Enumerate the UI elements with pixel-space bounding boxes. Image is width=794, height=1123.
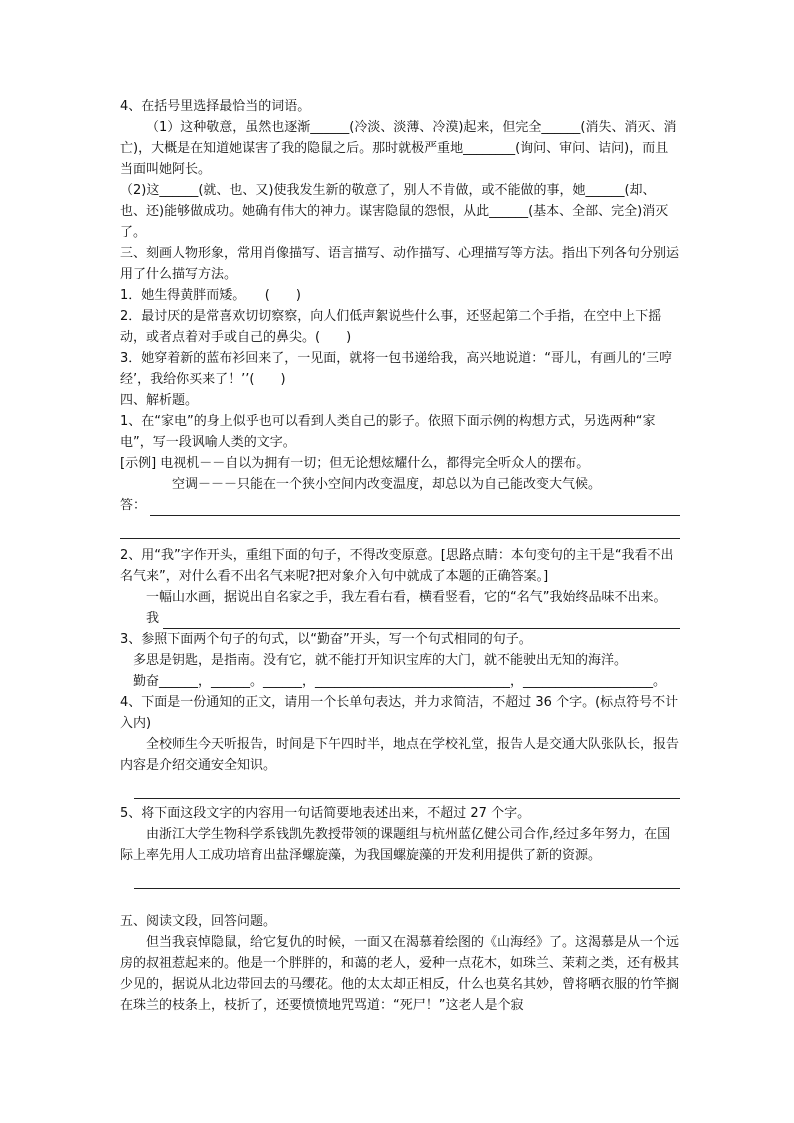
answer-label: 答：	[120, 498, 147, 513]
section-4-q3: 3、参照下面两个句子的句式，以“勤奋”开头，写一个句式相同的句子。	[120, 632, 532, 647]
section-4-q2-answer-line[interactable]	[163, 612, 680, 629]
section-4-q1: 1、在“家电”的身上似乎也可以看到人类自己的影子。依照下面示例的构想方式，另选两种“家电”，写一段讽喻人类的文字。	[120, 414, 656, 450]
section-4-q1-answer-row	[120, 495, 680, 516]
q4-item-2: （2)这______(就、也、又)使我发生新的敬意了，别人不肯做，或不能做的事，她______(却、也、还)能够做成功。她确有伟大的神力。谋害隐鼠的怨恨，从此______(基本、全部、完全)消灭了。	[120, 183, 669, 240]
q4-item-1: （1）这种敬意，虽然也逐渐______(冷淡、淡薄、冷漠)起来，但完全______(消失、消灭、消亡)，大概是在知道她谋害了我的隐鼠之后。那时就极严重地________(询问、审问、诘问)，而且当面叫她阿长。	[120, 120, 677, 177]
section-4-q2: 2、用“我”字作开头，重组下面的句子，不得改变原意。[思路点睛：本句变句的主干是“我看不出名气来”，对什么看不出名气来呢?把对象介入句中就成了本题的正确答案。]	[120, 548, 674, 584]
section-4-title: 四、解析题。	[120, 393, 199, 408]
section-4-q4-answer-line[interactable]	[134, 780, 680, 799]
section-4-q2-answer-prefix: 我	[146, 611, 160, 626]
section-4-q5: 5、将下面这段文字的内容用一句话简要地表述出来，不超过 27 个字。	[120, 806, 531, 821]
section-4-q3-text: 多思是钥匙，是指南。没有它，就不能打开知识宝库的大门，就不能驶出无知的海洋。	[133, 653, 628, 668]
section-3-item-1: 1．她生得黄胖而矮。 ( )	[120, 288, 301, 303]
section-4-q3-answer[interactable]: 勤奋______，______。______，______________________________，____________________。	[133, 674, 667, 689]
section-4-q4-text: 全校师生今天听报告，时间是下午四时半，地点在学校礼堂，报告人是交通大队张队长，报告内容是介绍交通安全知识。	[120, 737, 680, 773]
section-4-q4: 4、下面是一份通知的正文，请用一个长单句表达，并力求简洁，不超过 36 个字。(标点符号不计入内)	[120, 695, 679, 731]
document-page	[120, 96, 680, 1016]
section-4-q1-example-2: 空调－－－只能在一个狭小空间内改变温度，却总以为自己能改变大气候。	[172, 477, 602, 492]
spacer	[120, 889, 680, 911]
section-4-q2-text: 一幅山水画，据说出自名家之手，我左看右看，横看竖看，它的“名气”我始终品味不出来。	[146, 590, 667, 605]
section-3-item-3: 3．她穿着新的蓝布衫回来了，一见面，就将一包书递给我，高兴地说道：“哥儿，有画儿的‘三哼经’，我给你买来了！’’( )	[120, 351, 673, 387]
answer-line-1[interactable]	[150, 499, 680, 516]
section-4-q5-text: 由浙江大学生物科学系钱凯先教授带领的课题组与杭州蓝亿健公司合作,经过多年努力，在国际上率先用人工成功培育出盐泽螺旋藻，为我国螺旋藻的开发利用提供了新的资源。	[120, 827, 671, 863]
section-3-item-2: 2．最讨厌的是常喜欢切切察察，向人们低声絮说些什么事，还竖起第二个手指，在空中上下摇动，或者点着对手或自己的鼻尖。( )	[120, 309, 662, 345]
q4-title: 4、在括号里选择最恰当的词语。	[120, 99, 311, 114]
section-4-q1-example-1: [示例] 电视机－－自以为拥有一切；但无论想炫耀什么，都得完全听众人的摆布。	[120, 456, 590, 471]
section-4-q5-answer-line[interactable]	[134, 870, 680, 889]
section-3-title: 三、刻画人物形象，常用肖像描写、语言描写、动作描写、心理描写等方法。指出下列各句分别运用了什么描写方法。	[120, 246, 680, 282]
answer-line-2[interactable]	[120, 520, 680, 539]
section-4-q2-answer-row	[120, 608, 680, 629]
section-5-passage: 但当我哀悼隐鼠，给它复仇的时候，一面又在渴慕着绘图的《山海经》了。这渴慕是从一个远房的叔祖惹起来的。他是一个胖胖的，和蔼的老人，爱种一点花木，如珠兰、茉莉之类，还有极其少见的，据说从北边带回去的马缨花。他的太太却正相反，什么也莫名其妙，曾将晒衣服的竹竿搁在珠兰的枝条上，枝折了，还要愤愤地咒骂道：“死尸！”这老人是个寂	[120, 935, 680, 1013]
section-5-title: 五、阅读文段，回答问题。	[120, 914, 277, 929]
